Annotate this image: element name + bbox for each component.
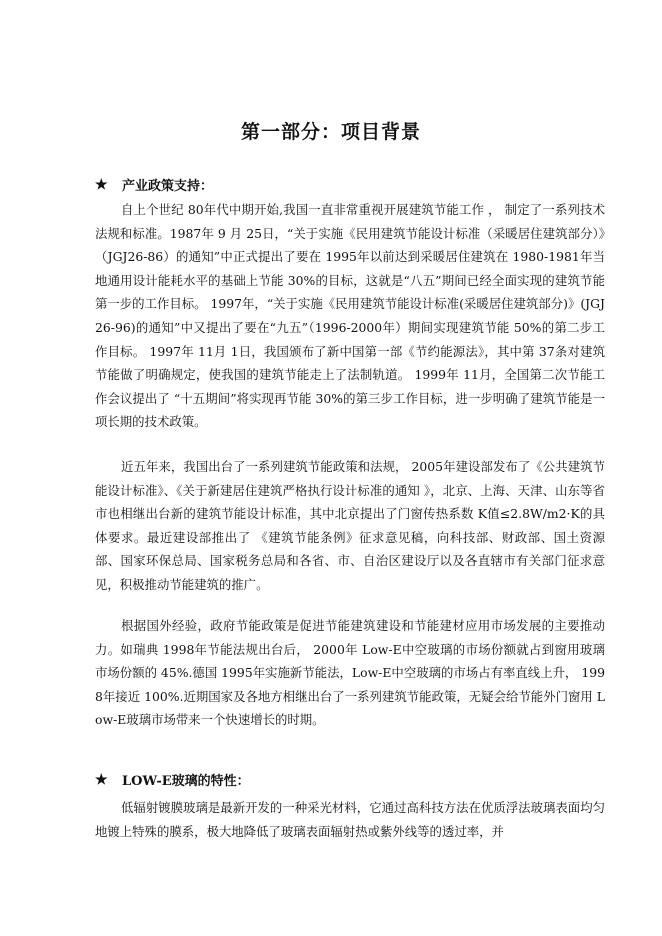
section-heading-lowe bbox=[95, 770, 250, 789]
paragraph-policy-recent: 近五年来，我国出台了一系列建筑节能政策和法规， 2005年建设部发布了《公共建筑节能设计标准》、《关于新建居住建筑严格执行设计标准的通知 》，北京、上海、天津、山东等省市也相继出台新的建筑节能设计标准，其中北京提出了门窗传热系数 K值≤2.8W/m2·K的具体要求。最近建设部推出了 《建筑节能条例》征求意见稿，向科技部、财政部、国土资源部、国家环保总局、国家税务总局和各省、市、自治区建设厅以及各直辖市有关部门征求意见，积极推动节能建筑的推广。 bbox=[95, 459, 605, 592]
paragraph-policy-foreign: 根据国外经验，政府节能政策是促进节能建筑建设和节能建材应用市场发展的主要推动力。如瑞典 1998年节能法规出台后， 2000年 Low-E中空玻璃的市场份额就占到窗用玻璃市场份额的 45%.德国 1995年实施新节能法，Low-E中空玻璃的市场占有率直线上升， 1998年接近 100%.近期国家及各地方相继出台了一系列建筑节能政策，无疑会给节能外门窗用 Low-E玻璃市场带来一个快速增长的时期。 bbox=[95, 618, 605, 728]
star-bullet-icon: ★ bbox=[95, 771, 108, 788]
page-title: 第一部分：项目背景 bbox=[240, 121, 421, 143]
paragraph-policy-history: 自上个世纪 80年代中期开始,我国一直非常重视开展建筑节能工作 ， 制定了一系列技术法规和标准。1987年 9 月 25日，“关于实施《民用建筑节能设计标准（采暖居住建筑部分）》（JGJ26-86）的通知”中正式提出了要在 1995年以前达到采暖居住建筑在 1980-1981年当地通用设计能耗水平的基础上节能 30%的目标，这就是“八五”期间已经全面实现的建筑节能第一步的工作目标。 1997年，“关于实施《民用建筑节能设计标准(采暖居住建筑部分)》(JGJ26-96)的通知”中又提出了要在“九五”（1996-2000年）期间实现建筑节能 50%的第二步工作目标。 1997年 11月 1日，我国颁布了新中国第一部《节约能源法》，其中第 37条对建筑节能做了明确规定，使我国的建筑节能走上了法制轨道。 1999年 11月，全国第二次节能工作会议提出了 “十五期间”将实现再节能 30%的第三步工作目标，进一步明确了建筑节能是一项长期的技术政策。 bbox=[95, 202, 605, 430]
section-heading-label: 产业政策支持： bbox=[122, 179, 214, 194]
star-bullet-icon: ★ bbox=[95, 176, 108, 193]
paragraph-lowe-intro: 低辐射镀膜玻璃是最新开发的一种采光材料，它通过高科技方法在优质浮法玻璃表面均匀地镀上特殊的膜系，极大地降低了玻璃表面辐射热或紫外线等的透过率，并 bbox=[95, 800, 605, 839]
section-heading-policy bbox=[95, 175, 213, 194]
section-heading-label: LOW-E玻璃的特性： bbox=[122, 774, 250, 789]
